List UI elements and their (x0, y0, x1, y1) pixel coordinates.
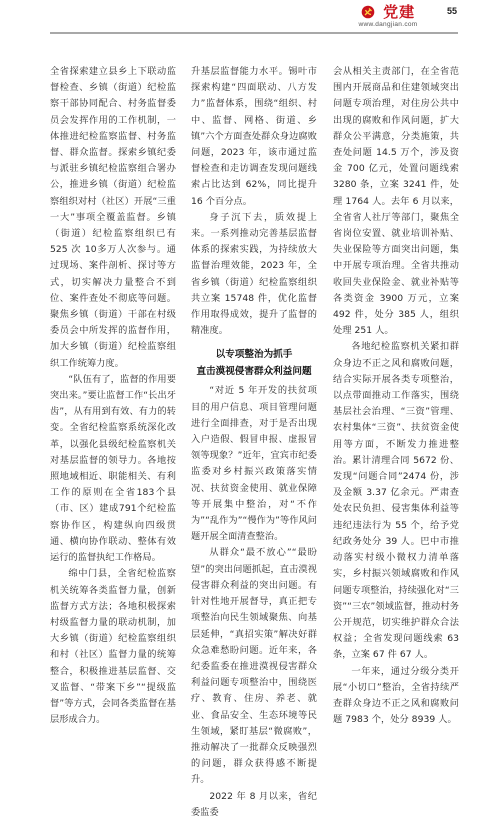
paragraph: 绵中门县，全省纪检监察机关统筹各类监督力量，创新监督方式方法；各地积极探索村级监督力量的联动机制，加大乡镇（街道）纪检监察组织和村（社区）监督力量的统筹整合，积极推进基层监督、交叉监督、“带案下乡”“提级监督”等方式，会同各类监督在基层形成合力。 (50, 568, 176, 726)
page-number: 55 (446, 6, 457, 16)
section-heading-line-1: 以专项整治为抓手 (215, 349, 293, 361)
logo-title-text: 党建 (383, 3, 416, 21)
paragraph: 2022 年 8 月以来，省纪委监委 (191, 790, 317, 818)
text-column-1 (50, 64, 176, 726)
magazine-logo (348, 3, 428, 29)
section-heading-line-2: 直击漠视侵害群众利益问题 (196, 365, 312, 377)
paragraph: 一年来，通过分级分类开展“小切口”整治，全省持续严查群众身边不正之风和腐败问题 7983 个，处分 8939 人。 (333, 665, 459, 726)
section-heading (191, 347, 317, 380)
paragraph: 从群众“最不放心”“最盼望”的突出问题抓起，直击漠视侵害群众利益的突出问题。有针对性地开展督导，真正把专项整治向民生领域聚焦、向基层延伸，“真招实策”解决好群众急难愁盼问题。近年来，各纪委监委在推进漠视侵害群众利益问题专项整治中，围绕医疗、教育、住房、养老、就业、食品安全、生态环境等民生领域，紧盯基层“微腐败”，推动解决了一批群众反映强烈的问题，群众获得感不断提升。 (191, 547, 317, 786)
paragraph: “队伍有了，监督的作用要突出来。”要让监督工作“长出牙齿”，从有用到有效、有力的转变。全省纪检监察系统深化改革，以强化县级纪检监察机关对基层监督的领导力。各地按照地域相近、职能相关、有利工作的原则在全省183个县（市、区）建成791个纪检监察协作区，构建纵向四级贯通、横向协作联动、整体有效运行的监督执纪工作格局。 (50, 373, 176, 564)
paragraph: 身子沉下去，质效提上来。一系列推动完善基层监督体系的探索实践，为持续放大监督治理效能，2023 年，全省乡镇（街道）纪检监察组织共立案 15748 件，优化监督作用取得成效，提升了监督的精准度。 (191, 211, 317, 337)
paragraph: 升基层监督能力水平。锡叶市探索构建“四面联动、八方发力”监督体系，围绕“组织、村中、监督、网格、街道、乡镇”六个方面查处群众身边腐败问题，2023 年，该市通过监督检查和走访调查发现问题线索占比达到 62%，同比提升 16 个百分点。 (191, 66, 317, 207)
article-body (50, 64, 460, 818)
page-header (0, 0, 484, 34)
logo-url: www.dangjian.com (358, 21, 418, 28)
party-emblem-icon (361, 5, 375, 19)
header-divider (50, 32, 458, 34)
paragraph: 各地纪检监察机关紧扣群众身边不正之风和腐败问题，结合实际开展各类专项整治，以点带面推动工作落实，围绕基层社会治理、“三资”管理、农村集体“三资”、扶贫资金使用等方面，不断发力推进整治。累计清理合同 5672 份、发现“问题合同”2474 份，涉及金额 3.37 亿余元。严肃查处农民负担、侵害集体利益等违纪违法行为 55 个，给予党纪政务处分 39 人。巴中市推动落实村级小微权力清单落实，乡村振兴领域腐败和作风问题专项整治，持续强化对“三资”“三农”领域监督，推动村务公开规范，切实维护群众合法权益；全省发现问题线索 63 条，立案 67 件 67 人。 (333, 341, 459, 661)
text-column-3 (333, 64, 459, 726)
paragraph: “对近 5 年开发的扶贫项目的用户信息、项目管理问题进行全面排查，对于是否出现入户造假、假冒申报、虚报冒领等现象？”近年，宜宾市纪委监委对乡村振兴政策落实情况、扶贫资金使用、就业保障等开展集中整治，对“不作为”“乱作为”“慢作为”等作风问题开展全面清查整治。 (191, 385, 317, 543)
paragraph: 会从相关主责部门，在全省范围内开展商品和住建领域突出问题专项治理，对住房公共中出现的腐败和作风问题，扩大群众公平满意，分类施策，共查处问题 14.5 万个，涉及资金 700 亿元，处置问题线索 3280 条，立案 3241 件，处理 1764 人。去年 6 月以来，全省省人社厅等部门，聚焦全省岗位安置、就业培训补贴、失业保险等方面突出问题，集中开展专项治理。全省共推动收回失业保险金、就业补贴等各类资金 3900 万元，立案 492 件，处分 385 人，组织处理 251 人。 (333, 66, 459, 337)
paragraph: 全省探索建立县乡上下联动监督检查、乡镇（街道）纪检监察干部协同配合、村务监督委员会发挥作用的工作机制，一体推进纪检监察监督、村务监督、群众监督。探索乡镇纪委与派驻乡镇纪检监察组合署办公，推进乡镇（街道）纪检监察组织对村（社区）开展“三重一大”事项全覆盖监督。乡镇（街道）纪检监察组织已有525 次 10多万人次参与。通过现场、案件剖析、探讨等方式，切实解决力量整合不到位、案件查处不彻底等问题。聚焦乡镇（街道）干部在村级委员会中所发挥的监督作用，加大乡镇（街道）纪检监察组织工作统筹力度。 (50, 66, 176, 369)
text-column-2 (191, 64, 317, 818)
